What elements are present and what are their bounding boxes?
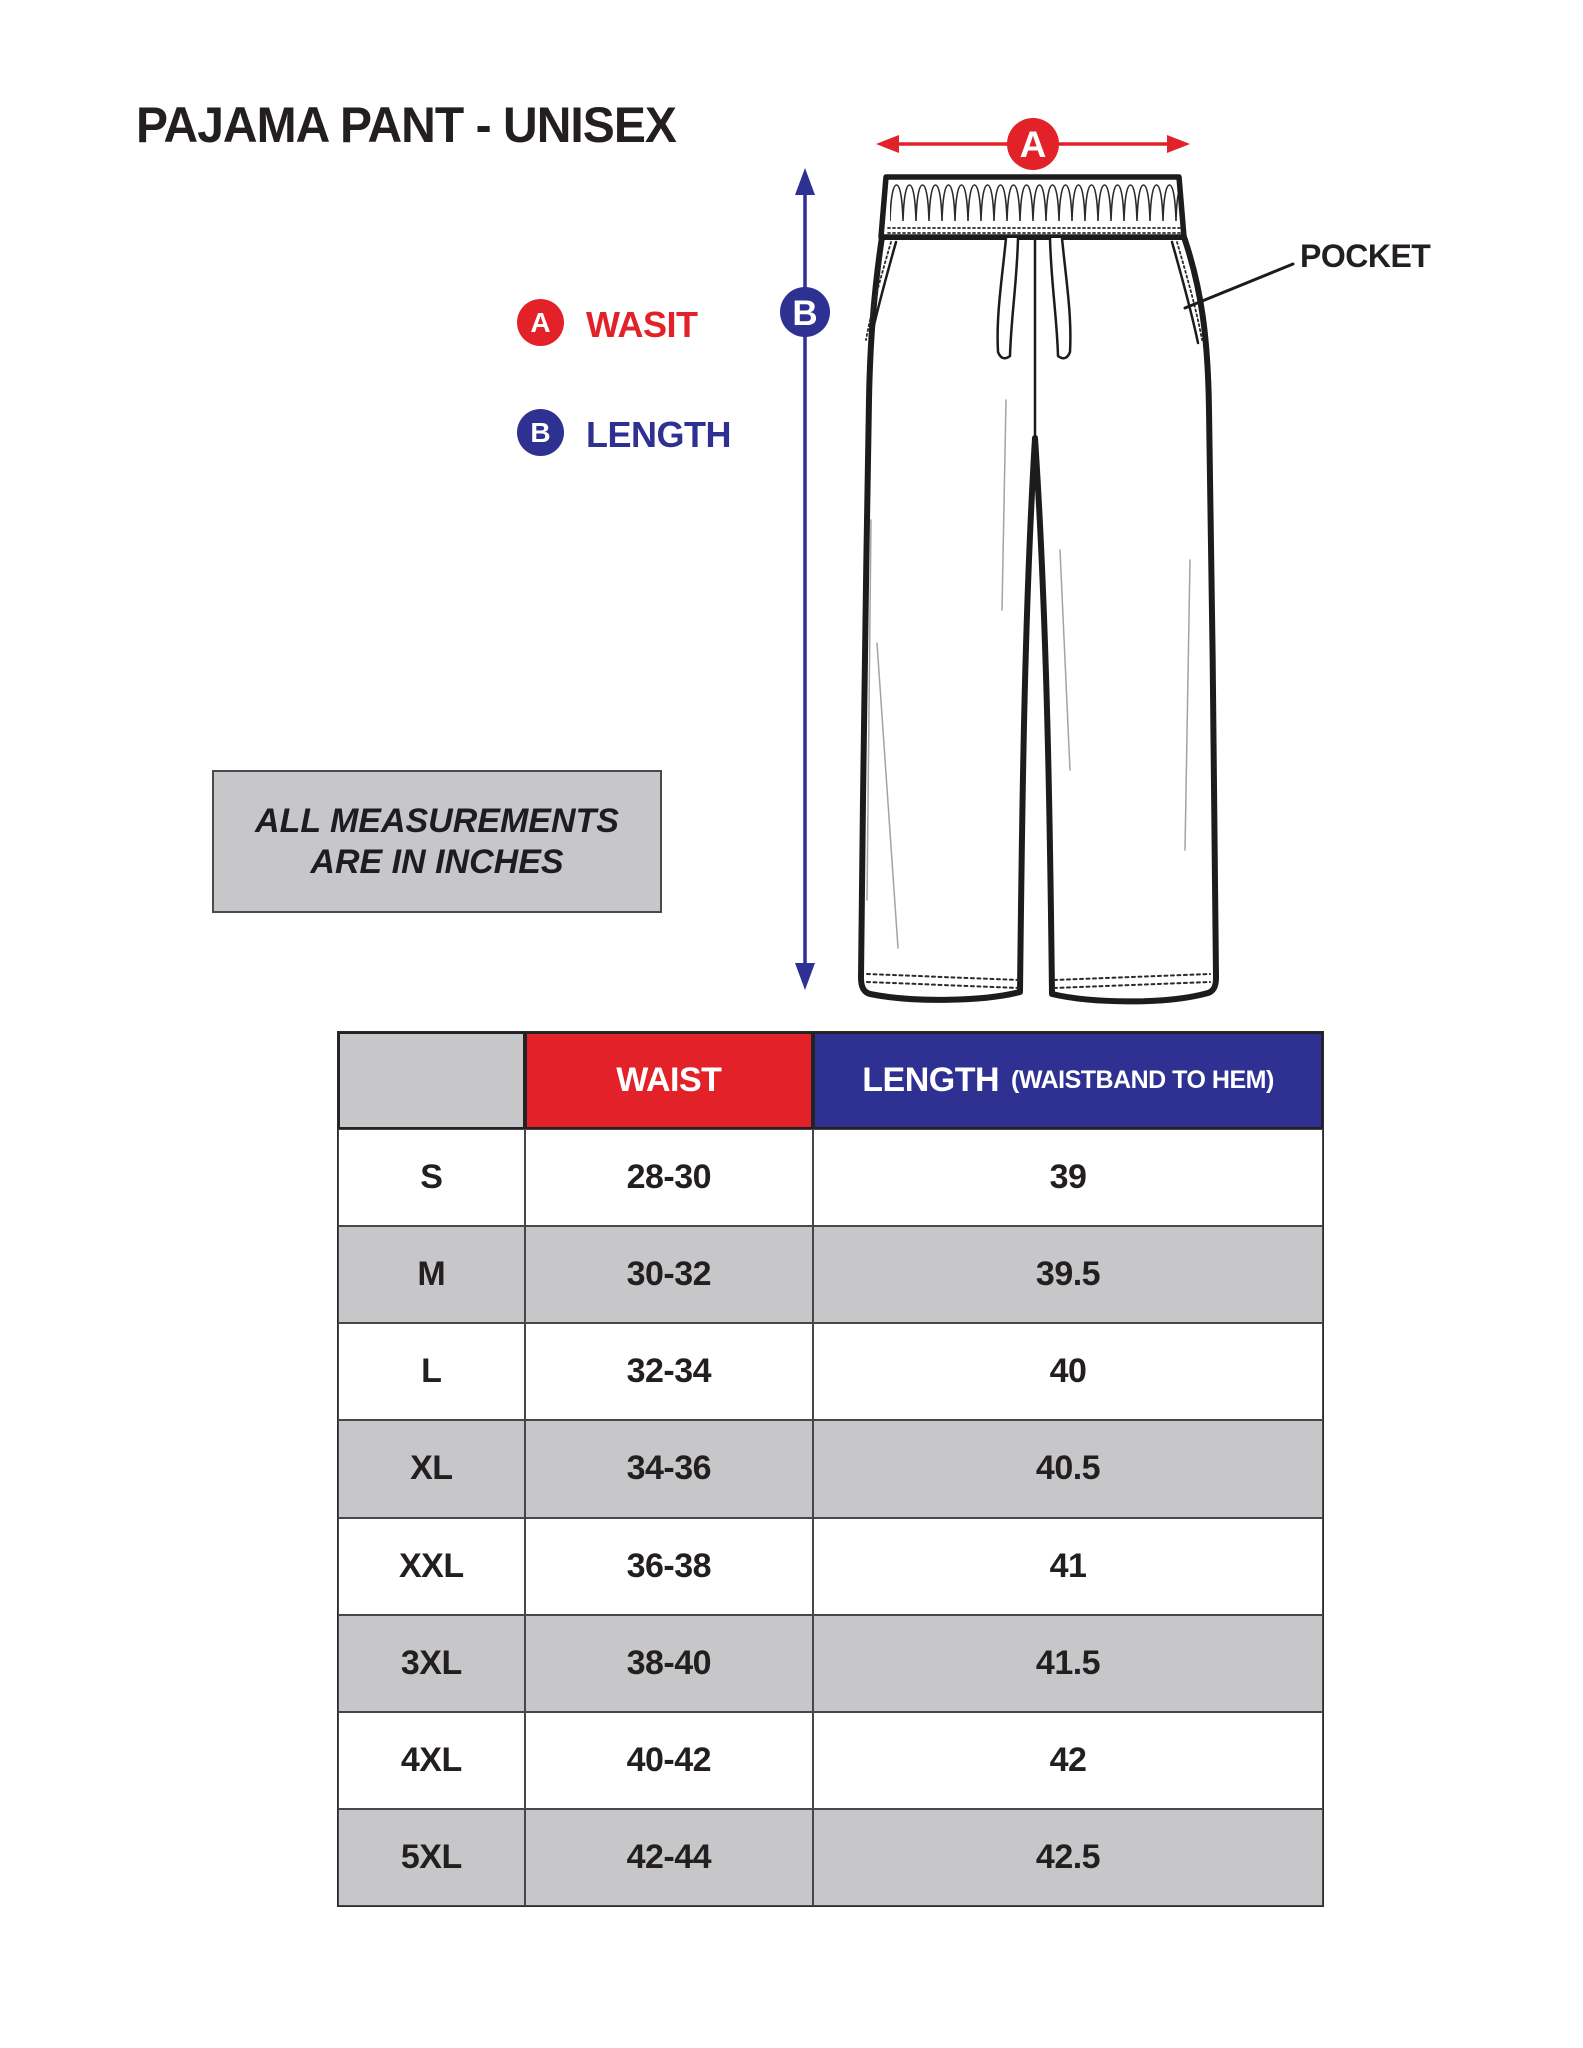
waist-cell: 32-34 — [525, 1323, 813, 1420]
size-table — [337, 1031, 1324, 1907]
header-length-label: LENGTH — [862, 1061, 1000, 1100]
pocket-label: POCKET — [1300, 238, 1431, 274]
legend-a-label: WASIT — [586, 304, 698, 345]
waist-cell: 36-38 — [525, 1518, 813, 1615]
waistband-elastic — [890, 183, 1178, 223]
size-cell: 3XL — [338, 1615, 525, 1712]
pocket-pointer-line — [1185, 264, 1293, 308]
size-cell: S — [338, 1129, 525, 1226]
marker-a-letter: A — [1019, 124, 1047, 165]
measurements-note-line1: ALL MEASUREMENTS — [255, 801, 619, 840]
size-cell: 4XL — [338, 1712, 525, 1809]
length-cell: 39.5 — [813, 1226, 1323, 1323]
waist-cell: 30-32 — [525, 1226, 813, 1323]
waist-cell: 28-30 — [525, 1129, 813, 1226]
length-cell: 41 — [813, 1518, 1323, 1615]
header-size-cell — [338, 1032, 525, 1129]
header-length-sublabel: (WAISTBAND TO HEM) — [1011, 1066, 1274, 1095]
length-cell: 39 — [813, 1129, 1323, 1226]
length-cell: 40 — [813, 1323, 1323, 1420]
length-cell: 42.5 — [813, 1809, 1323, 1906]
legend-b-letter: B — [530, 416, 551, 448]
waist-arrow — [876, 118, 1190, 170]
size-cell: XXL — [338, 1518, 525, 1615]
size-cell: XL — [338, 1420, 525, 1517]
pants-outline — [861, 177, 1293, 1001]
length-cell: 41.5 — [813, 1615, 1323, 1712]
marker-b-letter: B — [792, 294, 818, 333]
waist-cell: 42-44 — [525, 1809, 813, 1906]
measurements-note-line2: ARE IN INCHES — [310, 842, 564, 881]
length-cell: 40.5 — [813, 1420, 1323, 1517]
waist-cell: 34-36 — [525, 1420, 813, 1517]
legend-b-badge — [517, 409, 564, 456]
header-waist-label: WAIST — [616, 1061, 722, 1100]
waist-cell: 38-40 — [525, 1615, 813, 1712]
legend-b-label: LENGTH — [586, 414, 731, 455]
page-title: PAJAMA PANT - UNISEX — [136, 97, 676, 153]
waist-cell: 40-42 — [525, 1712, 813, 1809]
legend-a-letter: A — [530, 306, 551, 338]
header-waist-cell — [525, 1032, 813, 1129]
size-cell: M — [338, 1226, 525, 1323]
length-arrow — [780, 168, 830, 990]
measurements-note — [212, 770, 662, 913]
length-cell: 42 — [813, 1712, 1323, 1809]
header-length-cell — [813, 1032, 1323, 1129]
size-cell: 5XL — [338, 1809, 525, 1906]
size-cell: L — [338, 1323, 525, 1420]
legend-a-badge — [517, 299, 564, 346]
